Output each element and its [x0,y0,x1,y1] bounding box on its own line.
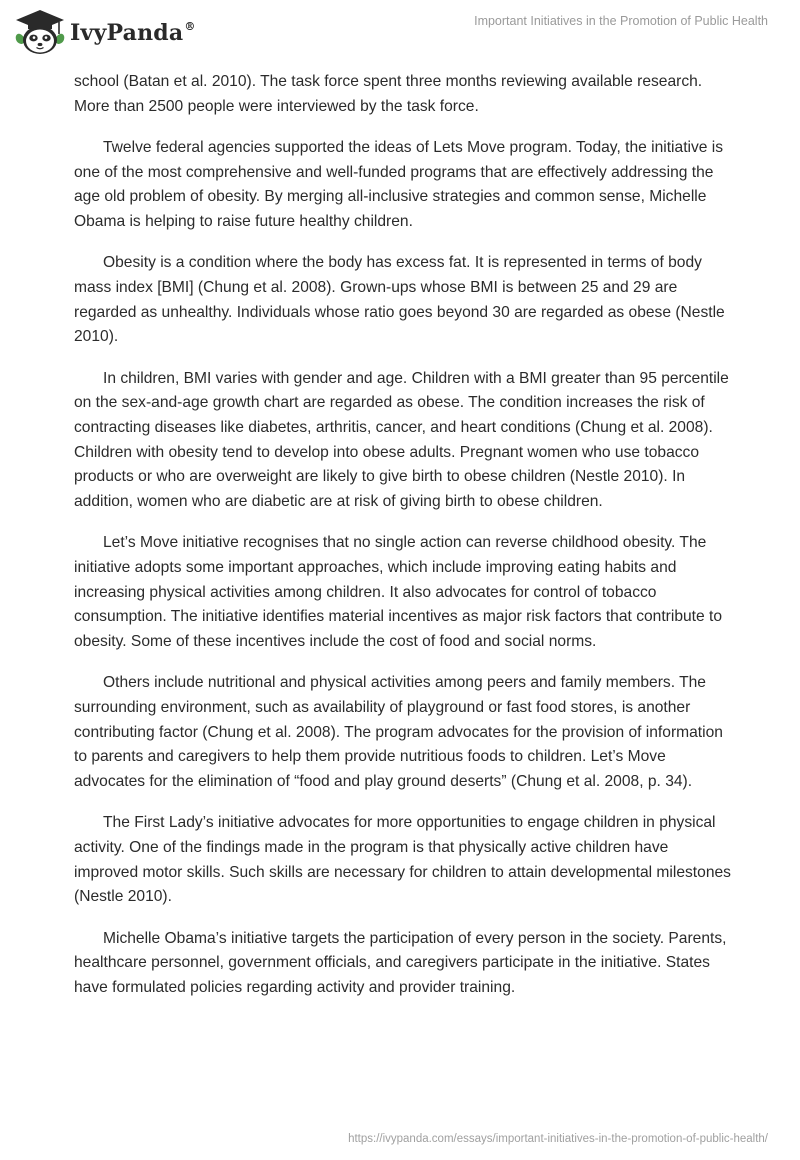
essay-body [74,70,734,1017]
page-header [0,0,800,64]
panda-graduate-icon [14,8,66,56]
document-title: Important Initiatives in the Promotion of Public Health [474,14,768,28]
ivypanda-logo[interactable] [14,8,196,56]
source-url[interactable]: https://ivypanda.com/essays/important-initiatives-in-the-promotion-of-public-health/ [348,1133,768,1145]
paragraph: school (Batan et al. 2010). The task force spent three months reviewing available research. More than 2500 people were interviewed by the task force. [74,73,703,115]
paragraph: Michelle Obama’s initiative targets the participation of every person in the society. Parents, healthcare personnel, government officials, and caregivers participate in the initiative. States have formulated policies regarding activity and provider training. [74,929,727,996]
paragraph: In children, BMI varies with gender and age. Children with a BMI greater than 95 percentile on the sex-and-age growth chart are regarded as obese. The condition increases the risk of contracting diseases like diabetes, arthritis, cancer, and heart conditions (Chung et al. 2008). Children with obesity tend to develop into obese adults. Pregnant women who use tobacco products or who are overweight are likely to give birth to obese children (Nestle 2010). In addition, women who are diabetic are at risk of giving birth to obese children. [74,369,729,511]
paragraph: The First Lady’s initiative advocates for more opportunities to engage children in physical activity. One of the findings made in the program is that physically active children have improved motor skills. Such skills are necessary for children to attain developmental milestones (Nestle 2010). [74,814,731,906]
paragraph: Twelve federal agencies supported the ideas of Lets Move program. Today, the initiative is one of the most comprehensive and well-funded programs that are effectively addressing the age old problem of obesity. By merging all-inclusive strategies and common sense, Michelle Obama is helping to raise future healthy children. [74,138,724,231]
paragraph: Let’s Move initiative recognises that no single action can reverse childhood obesity. The initiative adopts some important approaches, which include improving eating habits and increasing physical activities among children. It also advocates for control of tobacco consumption. The initiative identifies material incentives as major risk factors that contribute to obesity. Some of these incentives include the cost of food and social norms. [74,534,723,651]
paragraph: Obesity is a condition where the body has excess fat. It is represented in terms of body mass index [BMI] (Chung et al. 2008). Grown-ups whose BMI is between 25 and 29 are regarded as unhealthy. Individuals whose ratio goes beyond 30 are regarded as obese (Nestle 2010). [74,254,725,346]
paragraph: Others include nutritional and physical activities among peers and family members. The surrounding environment, such as availability of playground or fast food stores, is another contributing factor (Chung et al. 2008). The program advocates for the provision of information to parents and caregivers to help them provide nutritious foods to children. Let’s Move advocates for the elimination of “food and play ground deserts” (Chung et al. 2008, p. 34). [74,674,723,791]
brand-name: IvyPanda® [70,20,196,46]
